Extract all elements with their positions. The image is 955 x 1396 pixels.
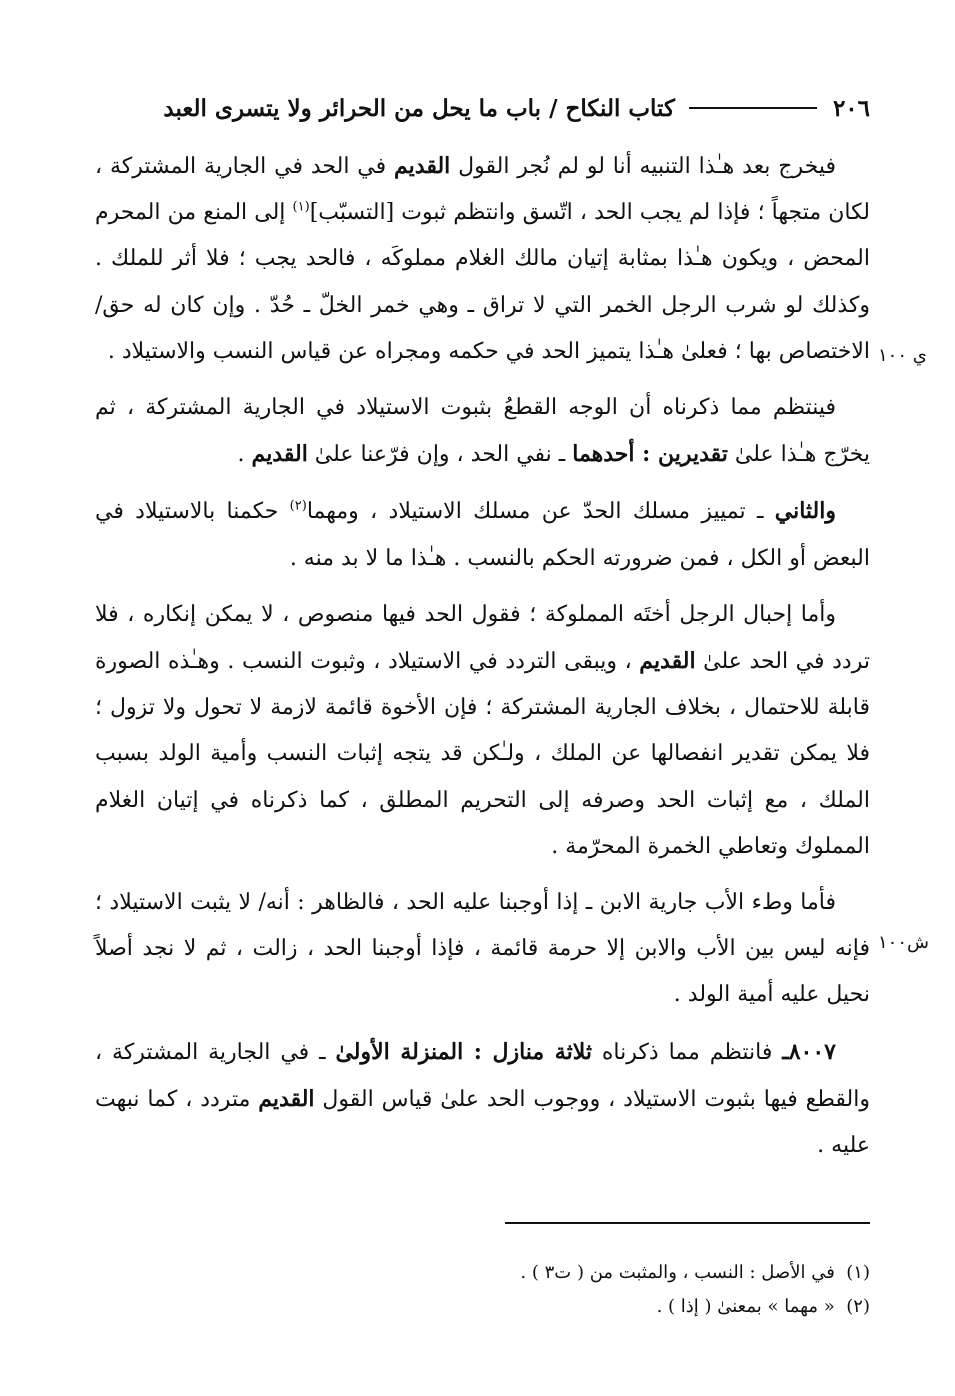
text-run: إلى المنع من المحرم المحض ، ويكون هـٰذا بمثابة إتيان مالك الغلام مملوكَه ، فالحد يجب ؛ فلا أثر للملك . وكذلك لو شرب الرجل الخمر التي لا تراق ـ وهي خمر الخلّ ـ حُدّ . وإن كان له حق/ الاختصاص بها ؛ فعلىٰ هـٰذا يتميز الحد في حكمه ومجراه عن قياس النسب والاستيلاد . [95,200,870,364]
paragraph-6 [95,1029,870,1170]
text-run: فأما وطء الأب جارية الابن ـ إذا أوجبنا عليه الحد ، فالظاهر : أنه/ لا يثبت الاستيلاد ؛ فإنه ليس بين الأب والابن إلا حرمة قائمة ، فإذا أوجبنا الحد ، زالت ، ثم لا نجد أصلاً نحيل عليه أمية الولد . [95,890,870,1008]
text-run: فيخرج بعد هـٰذا التنبيه أنا لو لم نُجر القول [450,154,836,179]
footnote-separator [505,1222,870,1224]
bold-term: والثاني [774,498,836,525]
main-text [95,143,870,1169]
margin-note-manuscript-ref: ش١٠٠ [878,932,929,953]
running-title: كتاب النكاح / باب ما يحل من الحرائر ولا يتسرى العبد [163,94,675,122]
page-number: ٢٠٦ [832,94,870,122]
paragraph-2 [95,385,870,478]
bold-term: تقديرين : أحدهما [572,441,728,468]
running-header [95,86,870,130]
footnote-text: « مهما » بمعنىٰ ( إذا ) . [656,1296,835,1317]
footnote-text: في الأصل : النسب ، والمثبت من ( ت٣ ) . [520,1262,835,1283]
paragraph-3 [95,488,870,581]
text-run: متردد ، كما نبهت عليه . [95,1086,870,1159]
footnote-1 [95,1256,870,1290]
text-run: . [237,442,252,468]
text-run: ، ويبقى التردد في الاستيلاد ، وثبوت النسب . وهـٰذه الصورة قابلة للاحتمال ، بخلاف الجارية المشتركة ؛ فإن الأخوة قائمة لازمة لا تحول ولا تزول ؛ فلا يمكن تقدير انفصالها عن الملك ، ولـٰكن قد يتجه إثبات النسب وأمية الولد بسبب الملك ، مع إثبات الحد وصرفه إلى التحريم المطلق ، كما ذكرناه في إتيان الغلام المملوك وتعاطي الخمرة المحرّمة . [95,649,870,859]
text-run: فانتظم مما ذكرناه [591,1039,783,1065]
footnote-marker[interactable]: (١) [292,199,310,215]
header-rule [689,107,817,109]
text-run: فينتظم مما ذكرناه أن الوجه القطعُ بثبوت الاستيلاد في الجارية المشتركة ، ثم يخرّج هـٰذا علىٰ [95,395,870,468]
bold-term: ثلاثة منازل : المنزلة الأولىٰ [335,1038,592,1065]
footnotes [95,1256,870,1324]
paragraph-4 [95,592,870,870]
margin-note-manuscript-ref: ي ١٠٠ [878,345,927,366]
bold-term: القديم [251,441,308,468]
footnote-2 [95,1290,870,1324]
text-run: ـ تمييز مسلك الحدّ عن مسلك الاستيلاد ، ومهما [306,499,775,525]
section-number: ٨٠٠٧ـ [782,1038,836,1065]
text-run: ـ في الجارية المشتركة ، والقطع فيها بثبوت الاستيلاد ، ووجوب الحد علىٰ قياس القول [95,1039,870,1112]
footnote-number: (٢) [846,1296,870,1317]
bold-term: القديم [639,648,696,675]
text-run: وأما إحبال الرجل أختَه المملوكة ؛ فقول الحد فيها منصوص ، لا يمكن إنكاره ، فلا تردد في الحد علىٰ [95,601,870,675]
paragraph-1 [95,143,870,375]
text-run: ـ نفي الحد ، وإن فرّعنا علىٰ [307,442,573,468]
text-run: حكمنا بالاستيلاد في البعض أو الكل ، فمن ضرورته الحكم بالنسب . هـٰذا ما لا بد منه . [95,499,870,571]
bold-term: القديم [258,1085,315,1112]
paragraph-5 [95,880,870,1019]
footnote-number: (١) [846,1262,870,1283]
text-run: في الحد في الجارية المشتركة ، لكان متجهاً ؛ فإذا لم يجب الحد ، اتّسق وانتظم ثبوت [التسبّب] [95,154,870,226]
bold-term: القديم [394,153,451,179]
footnote-marker[interactable]: (٢) [289,499,307,515]
